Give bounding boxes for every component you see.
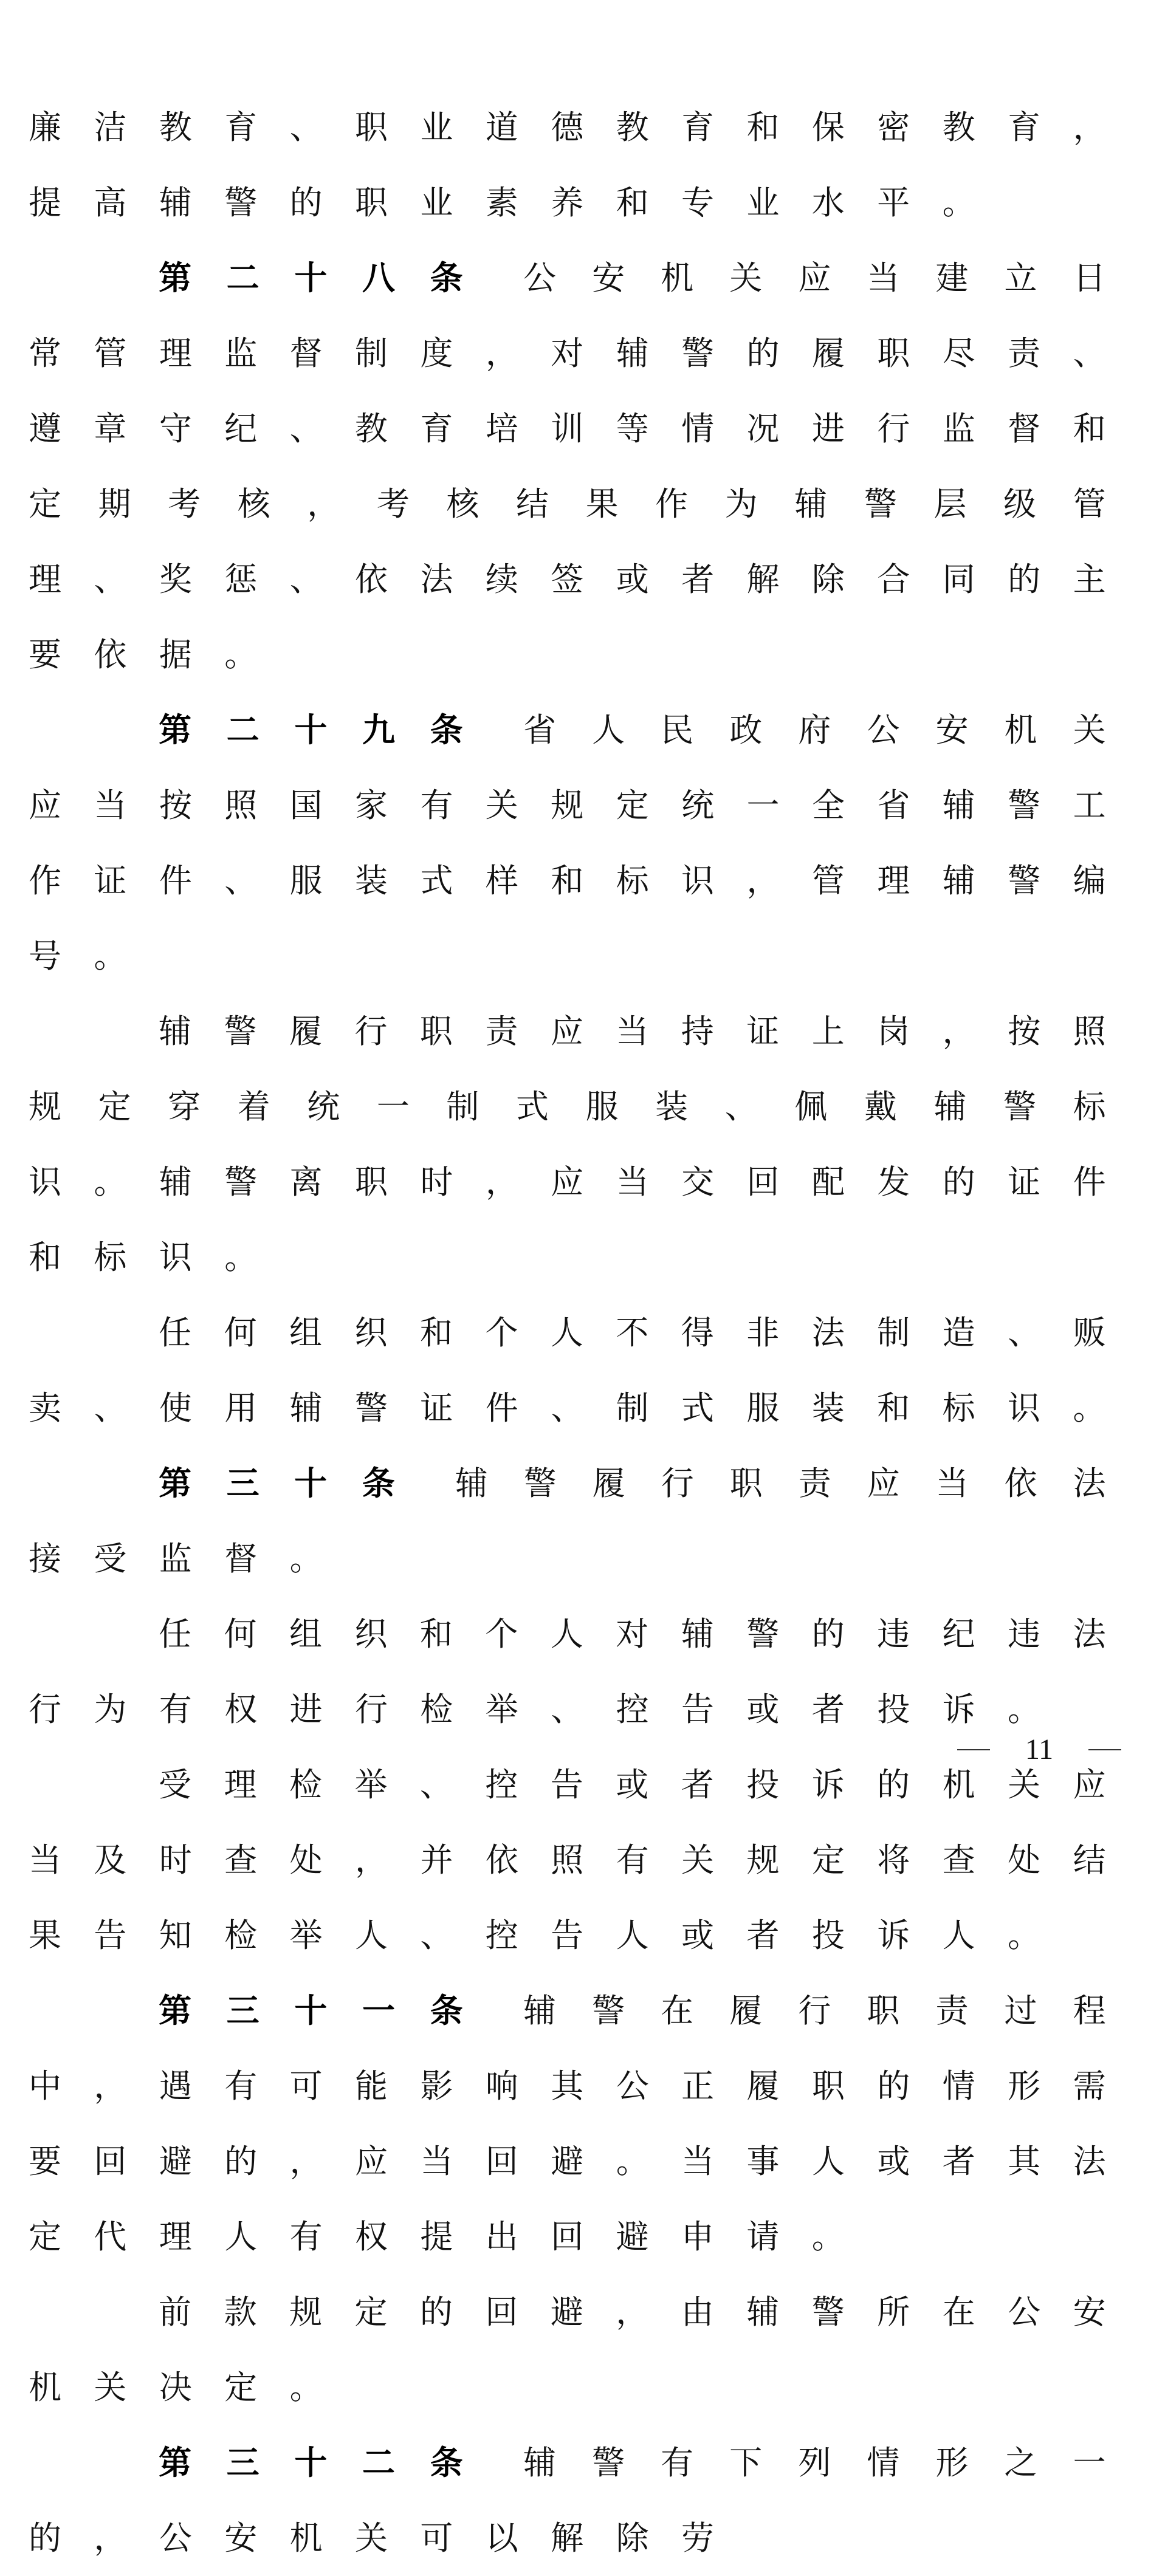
paragraph-text: 受理检举、控告或者投诉的机关应当及时查处，并依照有关规定将查处结果告知检举人、控告人或者投诉人。 [29,1766,1138,1954]
article-number: 第二十九条 [159,711,498,749]
article-32 [29,2425,1138,2576]
paragraph-continuation [29,90,1138,241]
article-29-paragraph-2 [29,994,1138,1295]
page-number-dash-left [957,1749,990,1750]
article-29-paragraph-3 [29,1295,1138,1446]
paragraph-text: 辅警履行职责应当依法接受监督。 [29,1464,1139,1578]
article-31 [29,1973,1138,2275]
paragraph-text: 省人民政府公安机关应当按照国家有关规定统一全省辅警工作证件、服装式样和标识，管理辅警编号。 [29,711,1138,975]
paragraph-text: 任何组织和个人对辅警的违纪违法行为有权进行检举、控告或者投诉。 [29,1615,1138,1728]
article-31-paragraph-2 [29,2275,1138,2425]
paragraph-text: 辅警有下列情形之一的，公安机关可以解除劳 [29,2444,1138,2557]
document-page [29,90,1138,2576]
paragraph-text: 前款规定的回避，由辅警所在公安机关决定。 [29,2293,1138,2406]
page-number: 11 [1025,1733,1054,1766]
paragraph-text: 辅警在履行职责过程中，遇有可能影响其公正履职的情形需要回避的，应当回避。当事人或者其法定代理人有权提出回避申请。 [29,1992,1138,2256]
article-30-paragraph-2 [29,1597,1138,1747]
article-30-paragraph-3 [29,1747,1138,1973]
page-number-dash-right [1088,1749,1121,1750]
article-number: 第三十一条 [159,1992,498,2030]
paragraph-text: 辅警履行职责应当持证上岗，按照规定穿着统一制式服装、佩戴辅警标识。辅警离职时，应当交回配发的证件和标识。 [29,1012,1138,1276]
article-29 [29,693,1138,994]
paragraph-text: 任何组织和个人不得非法制造、贩卖、使用辅警证件、制式服装和标识。 [29,1314,1138,1427]
article-28 [29,241,1138,693]
article-30 [29,1446,1138,1597]
article-number: 第三十二条 [159,2444,498,2482]
article-number: 第二十八条 [159,259,498,297]
paragraph-text: 公安机关应当建立日常管理监督制度，对辅警的履职尽责、遵章守纪、教育培训等情况进行监督和定期考核，考核结果作为辅警层级管理、奖惩、依法续签或者解除合同的主要依据。 [29,259,1138,674]
article-number: 第三十条 [159,1464,430,1502]
paragraph-text: 廉洁教育、职业道德教育和保密教育，提高辅警的职业素养和专业水平。 [29,108,1138,222]
page-number-footer [957,1733,1121,1766]
